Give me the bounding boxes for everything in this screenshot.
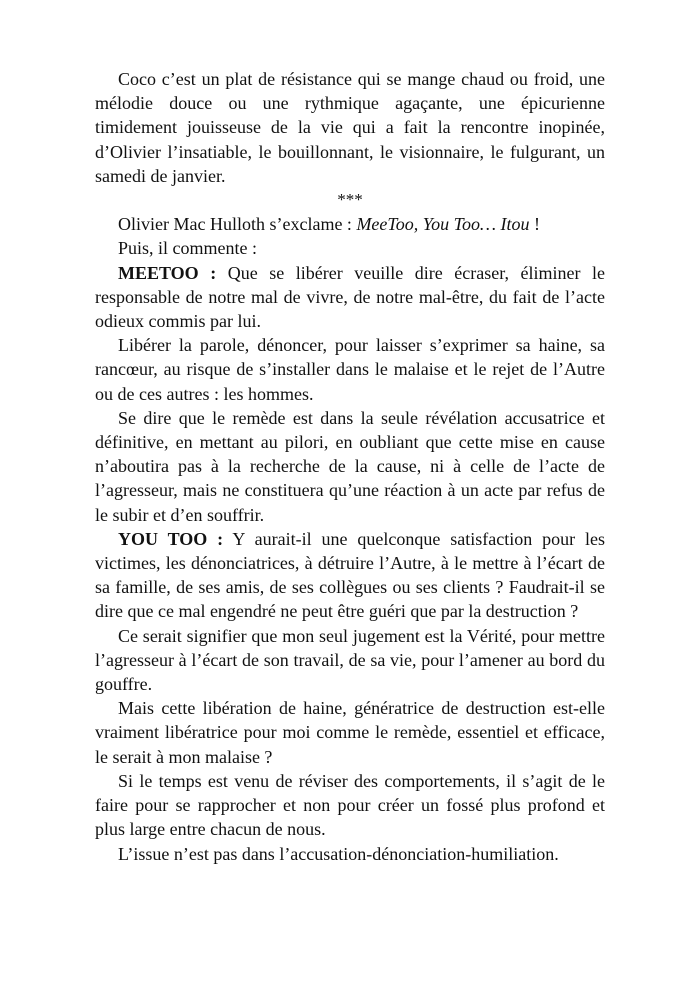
youtoo-text: Y aurait-il une quelconque satisfaction pour les victimes, les dénonciatrices, à détruire l’Autre, à le mettre à l’écart de sa famille, de ses amis, de ses collègues ou ses clients ? Faudrait-il se dire que ce mal engendré ne peut être guéri que par la destruction ? (95, 528, 605, 622)
paragraph-liberation: Mais cette libération de haine, génératrice de destruction est-elle vraiment libératrice pour moi comme le remède, essentiel et efficace, le serait à mon malaise ? (95, 698, 605, 767)
paragraph-youtoo (95, 527, 605, 624)
exclamation-end: ! (529, 214, 540, 235)
exclamation-intro: Olivier Mac Hulloth s’exclame : (118, 214, 357, 235)
youtoo-heading: YOU TOO : (118, 528, 224, 549)
paragraph-coco: Coco c’est un plat de résistance qui se mange chaud ou froid, une mélodie douce ou une rythmique agaçante, une épicurienne timidement jouisseuse de la vie qui a fait la rencontre inopinée, d’Olivier l’insatiable, le bouillonnant, le visionnaire, le fulgurant, un samedi de janvier. (95, 69, 605, 186)
paragraph-temps: Si le temps est venu de réviser des comportements, il s’agit de le faire pour se rapprocher et non pour créer un fossé plus profond et plus large entre chacun de nous. (95, 770, 605, 840)
exclamation-italic: MeeToo, You Too… Itou (356, 214, 530, 235)
meetoo-heading: MEETOO : (118, 262, 217, 283)
paragraph-issue: L’issue n’est pas dans l’accusation-dénonciation-humiliation. (118, 843, 559, 864)
paragraph-meetoo (95, 261, 605, 334)
paragraph-liberer: Libérer la parole, dénoncer, pour laisser s’exprimer sa haine, sa rancœur, au risque de s’installer dans le malaise et le rejet de l’Autre ou de ces autres : les hommes. (95, 335, 605, 404)
section-separator: *** (337, 190, 363, 210)
paragraph-comment: Puis, il commente : (118, 238, 257, 259)
paragraph-remede: Se dire que le remède est dans la seule révélation accusatrice et définitive, en mettant au pilori, en oubliant que cette mise en cause n’aboutira pas à la recherche de la cause, ni à celle de l’acte de l’agresseur, mais ne constituera qu’une réaction à un acte par refus de le subir et d’en souffrir. (95, 407, 605, 525)
page-body (95, 67, 605, 866)
paragraph-verite: Ce serait signifier que mon seul jugement est la Vérité, pour mettre l’agresseur à l’écart de son travail, de sa vie, pour l’amener au bord du gouffre. (95, 625, 605, 695)
meetoo-text: Que se libérer veuille dire écraser, éliminer le responsable de notre mal de vivre, de notre mal-être, du fait de l’acte odieux commis par lui. (95, 262, 605, 332)
paragraph-exclamation (95, 212, 605, 236)
